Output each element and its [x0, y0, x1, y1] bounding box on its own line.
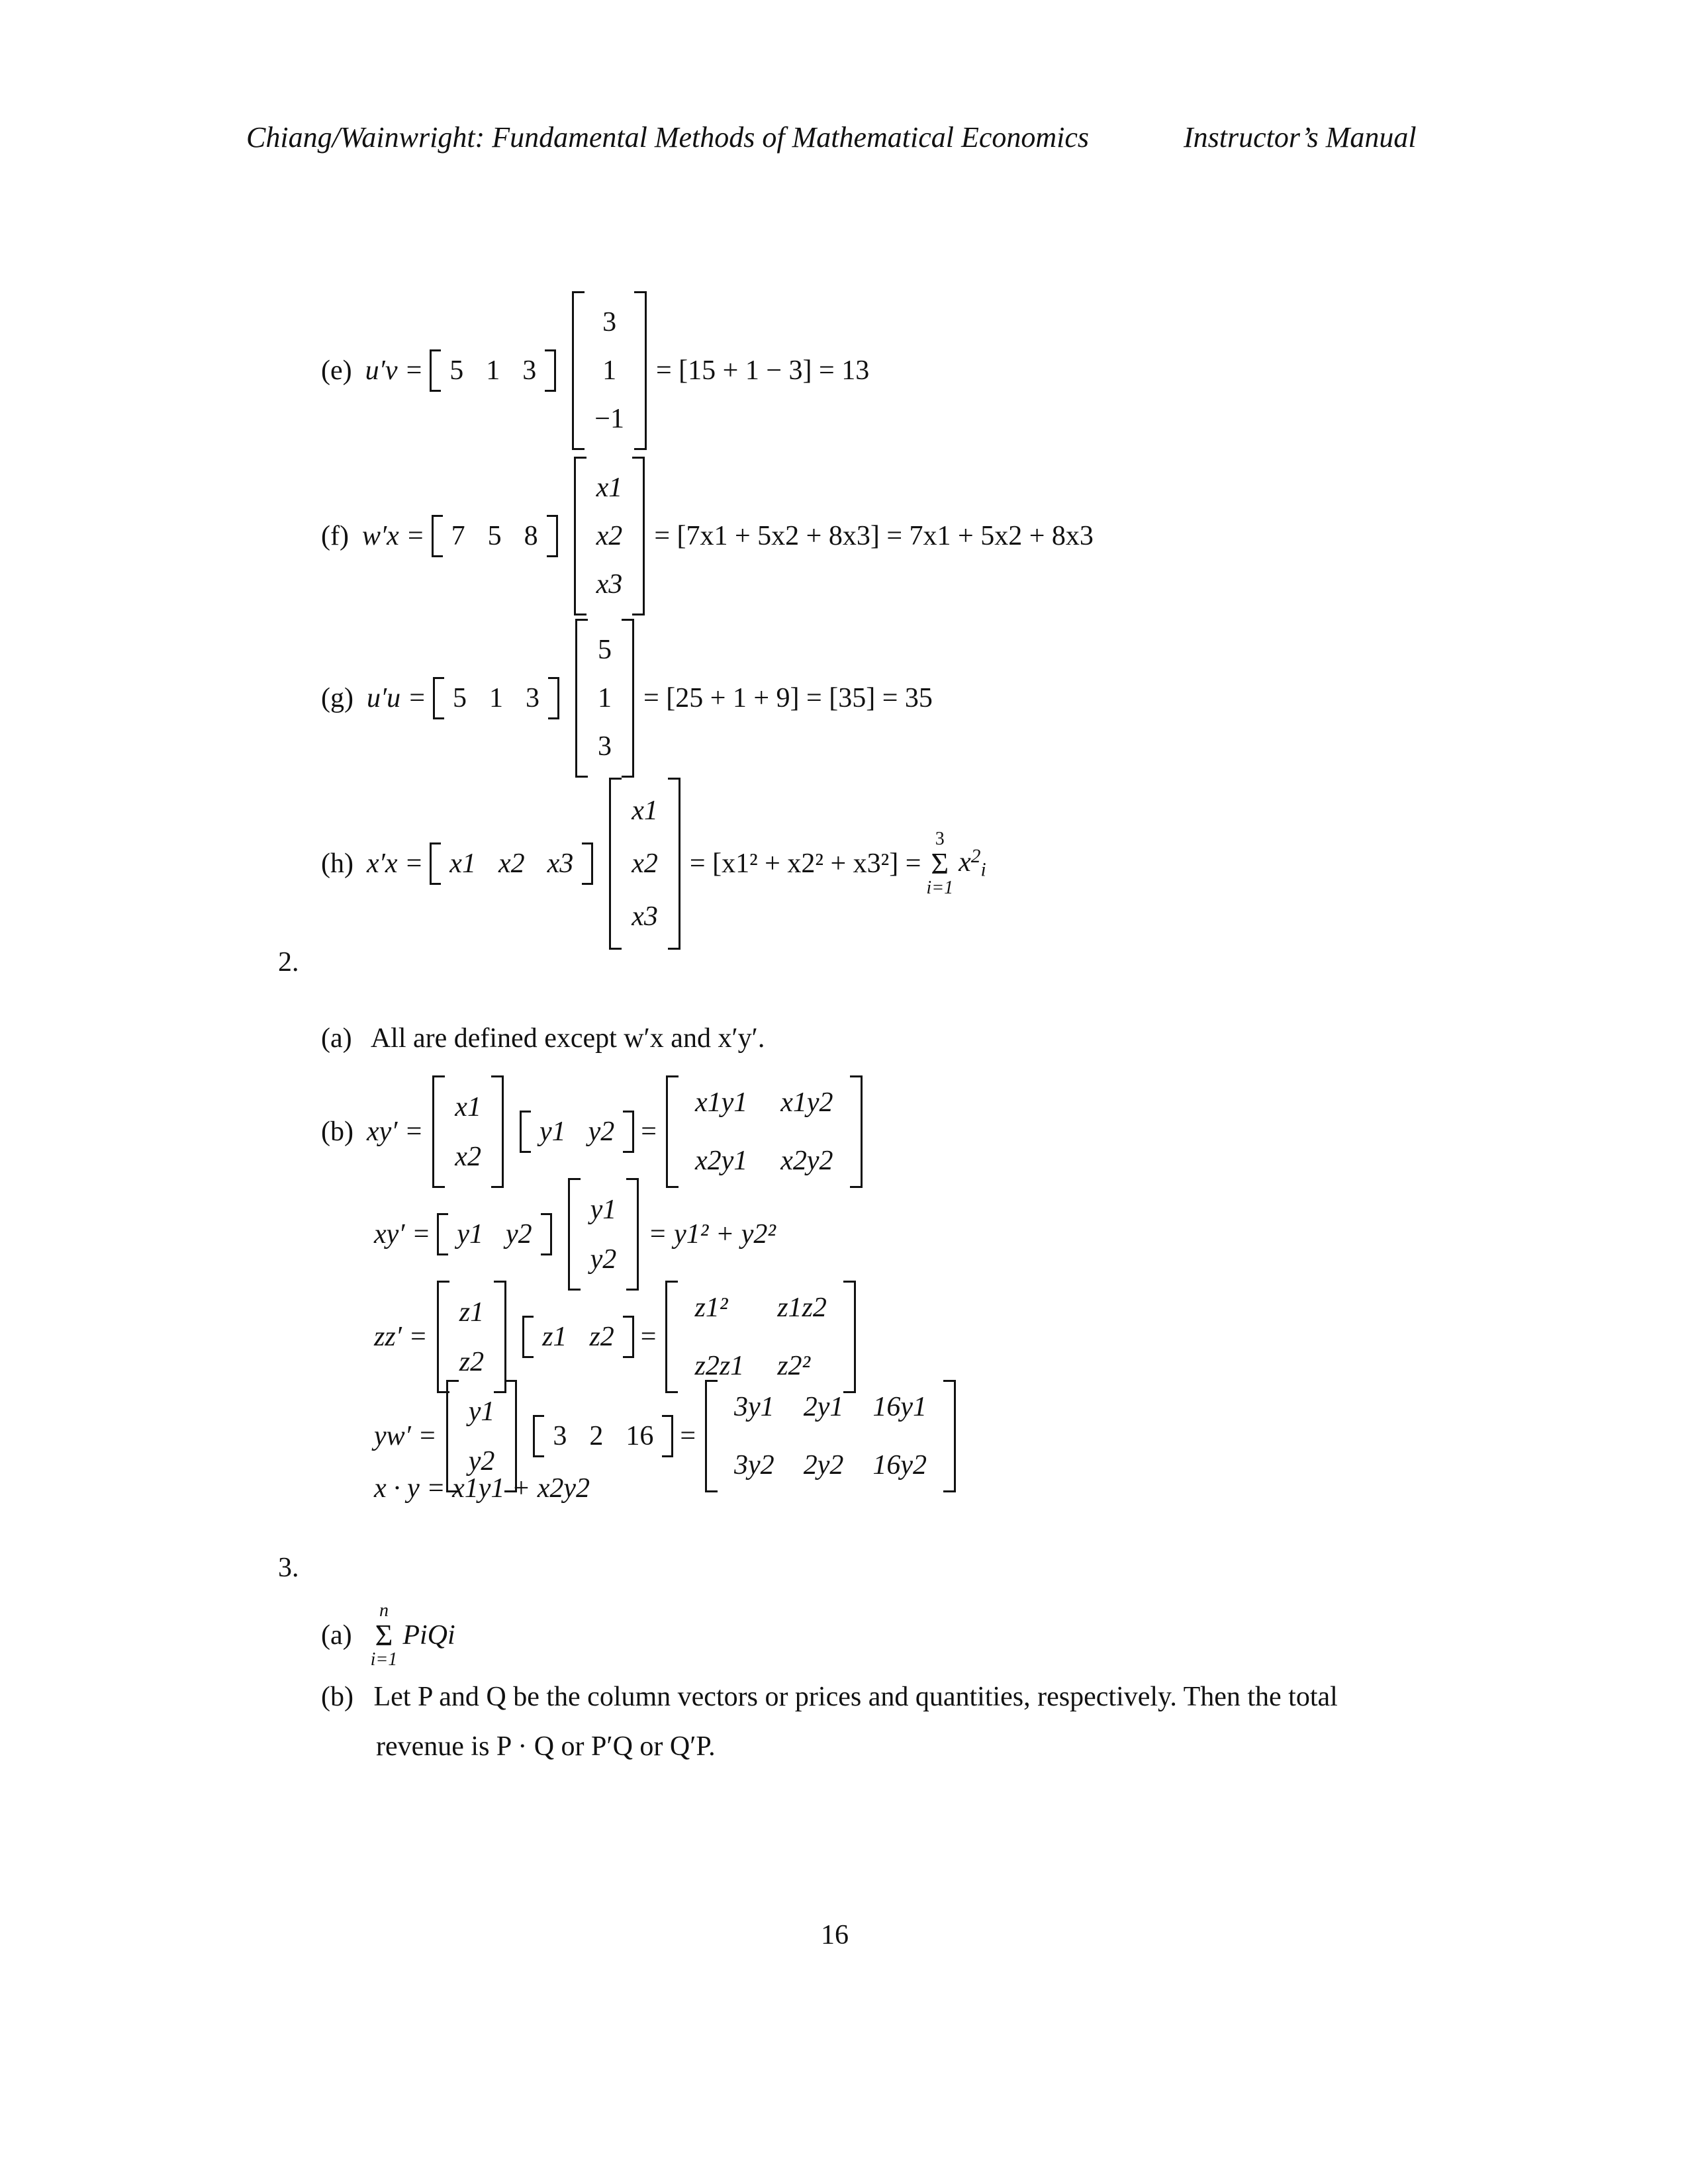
- running-header-title: Chiang/Wainwright: Fundamental Methods of Mathematical Economics: [246, 121, 1090, 154]
- equation-1f: [321, 457, 1094, 615]
- row-ug-2: 1: [489, 683, 504, 713]
- col-ug-2: 1: [598, 682, 612, 713]
- cell-xy-11: x1y1: [694, 1087, 748, 1118]
- row-vector-z: [522, 1316, 634, 1358]
- result-matrix-xy: [666, 1075, 863, 1188]
- item-label-3b: (b): [321, 1682, 353, 1712]
- cell-yw-12: 2y1: [803, 1392, 844, 1422]
- equals-2b-xy: =: [641, 1116, 657, 1147]
- column-vector-v: [572, 291, 647, 450]
- equation-2b-yy: [374, 1178, 776, 1291]
- item-label-g: (g): [321, 683, 353, 713]
- col-yy-2: y2: [590, 1244, 617, 1275]
- text-2a: All are defined except w′x and x′y′.: [370, 1023, 765, 1054]
- column-vector-z: [437, 1281, 506, 1393]
- item-label-2b: (b): [321, 1116, 353, 1147]
- cell-zz-22: z2²: [777, 1351, 811, 1381]
- row-yw-1: 3: [553, 1421, 567, 1451]
- item-label-3a: (a): [321, 1620, 352, 1651]
- col-ug-1: 5: [598, 634, 612, 665]
- row-vector-y-2b: [520, 1111, 634, 1153]
- lhs-1f: w′x =: [361, 521, 425, 551]
- row-yw-3: 16: [626, 1421, 654, 1451]
- col-ug-3: 3: [598, 731, 612, 762]
- problem-number-2: 2.: [278, 947, 299, 978]
- cell-xy-12: x1y2: [780, 1087, 833, 1118]
- result-1g: = [25 + 1 + 9] = [35] = 35: [643, 683, 933, 713]
- row-u-3: 3: [522, 355, 537, 386]
- equation-2b-xy: [321, 1075, 872, 1188]
- problem-number-3: 3.: [278, 1553, 299, 1583]
- equals-2b-zz: =: [640, 1322, 657, 1352]
- col-yw-2: y2: [468, 1445, 495, 1477]
- result-2b-yy: = y1² + y2²: [648, 1219, 776, 1250]
- item-2a: [321, 1023, 765, 1054]
- summation-3a: [371, 1602, 398, 1669]
- cell-xy-21: x2y1: [694, 1146, 748, 1176]
- lhs-2b-zz: zz′ =: [374, 1322, 428, 1352]
- equation-1h: [321, 778, 986, 950]
- lhs-1g: u′u =: [366, 683, 427, 713]
- row-xh-1: x1: [449, 848, 476, 879]
- col-x2b-2: x2: [455, 1141, 481, 1172]
- column-vector-x-2b: [432, 1075, 504, 1188]
- sum-term-1h: $x^2_i$: [959, 846, 986, 881]
- col-xh-1: x1: [632, 796, 658, 826]
- col-v-2: 1: [602, 355, 617, 386]
- row-xh-3: x3: [547, 848, 574, 879]
- row-vector-x-h: [430, 842, 593, 885]
- row-z-1: z1: [542, 1322, 567, 1352]
- row-u-1: 5: [449, 355, 464, 386]
- item-label-f: (f): [321, 521, 349, 551]
- cell-zz-11: z1²: [694, 1293, 728, 1323]
- running-header-manual: Instructor’s Manual: [1184, 121, 1417, 154]
- row-vector-y-yy: [437, 1213, 551, 1255]
- result-1h: = [x1² + x2² + x3²] =: [689, 848, 921, 879]
- cell-yw-22: 2y2: [803, 1450, 844, 1480]
- cell-zz-21: z2z1: [694, 1351, 745, 1381]
- row-vector-u-g: [433, 677, 559, 719]
- sum-term-3a: PiQi: [402, 1620, 455, 1651]
- row-yw-2: 2: [589, 1421, 604, 1451]
- summation-1h: [926, 830, 953, 897]
- item-label-2a: (a): [321, 1023, 352, 1054]
- lhs-2b-xy: xy′ =: [366, 1116, 424, 1147]
- col-x-1: x1: [596, 472, 623, 503]
- result-matrix-yw: [705, 1380, 956, 1492]
- col-z-1: z1: [459, 1297, 485, 1328]
- equation-1e: [321, 291, 869, 450]
- col-v-1: 3: [602, 306, 617, 338]
- col-v-3: −1: [594, 404, 624, 435]
- sigma-symbol-3a: Σ: [375, 1618, 393, 1652]
- sum-upper-1h: 3: [935, 829, 945, 849]
- sum-upper-3a: n: [379, 1600, 389, 1621]
- item-3a: [321, 1602, 455, 1669]
- row-vector-w: [432, 515, 558, 557]
- cell-yw-13: 16y1: [872, 1392, 927, 1422]
- item-label-h: (h): [321, 848, 353, 879]
- col-yw-1: y1: [468, 1396, 495, 1427]
- column-vector-y-yy: [568, 1178, 639, 1291]
- column-vector-u-g: [575, 619, 634, 778]
- col-xh-2: x2: [632, 848, 658, 879]
- col-x-3: x3: [596, 569, 623, 600]
- row-z-2: z2: [589, 1322, 614, 1352]
- col-yy-1: y1: [590, 1194, 617, 1225]
- lhs-1e: u′v =: [365, 355, 424, 386]
- sum-lower-1h: i=1: [926, 878, 954, 898]
- lhs-2b-yy: xy′ =: [374, 1219, 431, 1250]
- dot-product-xy: x · y = x1y1 + x2y2: [374, 1473, 590, 1504]
- row-w-2: 5: [487, 521, 502, 551]
- text-3b-line2: revenue is P · Q or P′Q or Q′P.: [376, 1731, 716, 1762]
- cell-yw-11: 3y1: [734, 1392, 774, 1422]
- cell-yw-23: 16y2: [872, 1450, 927, 1480]
- cell-zz-12: z1z2: [777, 1293, 827, 1323]
- row-y2b-2: y2: [588, 1116, 615, 1147]
- row-vector-u: [430, 349, 556, 392]
- lhs-2b-yw: yw′ =: [374, 1421, 437, 1451]
- lhs-1h: x′x =: [366, 848, 424, 879]
- col-x-2: x2: [596, 520, 623, 551]
- row-u-2: 1: [486, 355, 500, 386]
- row-xh-2: x2: [498, 848, 525, 879]
- equation-1g: [321, 619, 933, 778]
- column-vector-x: [574, 457, 645, 615]
- row-vector-w-yw: [533, 1415, 673, 1457]
- sigma-symbol: Σ: [931, 846, 949, 880]
- cell-yw-21: 3y2: [734, 1450, 774, 1480]
- col-x2b-1: x1: [455, 1091, 481, 1122]
- column-vector-x-h: [609, 778, 680, 950]
- row-w-3: 8: [524, 521, 538, 551]
- result-1f: = [7x1 + 5x2 + 8x3] = 7x1 + 5x2 + 8x3: [654, 521, 1094, 551]
- item-3b: [321, 1681, 1338, 1713]
- sum-lower-3a: i=1: [370, 1649, 398, 1670]
- row-y2b-1: y1: [539, 1116, 566, 1147]
- row-ug-1: 5: [453, 683, 467, 713]
- equation-2b-zz: [374, 1281, 865, 1393]
- equals-2b-yw: =: [680, 1421, 696, 1451]
- page-number: 16: [821, 1920, 849, 1950]
- result-1e: = [15 + 1 − 3] = 13: [655, 355, 870, 386]
- row-yy-2: y2: [505, 1219, 532, 1250]
- item-label-e: (e): [321, 355, 352, 386]
- col-z-2: z2: [459, 1346, 485, 1377]
- result-matrix-zz: [665, 1281, 855, 1393]
- text-3b-line1: Let P and Q be the column vectors or prices and quantities, respectively. Then the total: [373, 1682, 1338, 1712]
- row-w-1: 7: [451, 521, 465, 551]
- cell-xy-22: x2y2: [780, 1146, 833, 1176]
- row-yy-1: y1: [457, 1219, 483, 1250]
- col-xh-3: x3: [632, 901, 658, 932]
- row-ug-3: 3: [526, 683, 540, 713]
